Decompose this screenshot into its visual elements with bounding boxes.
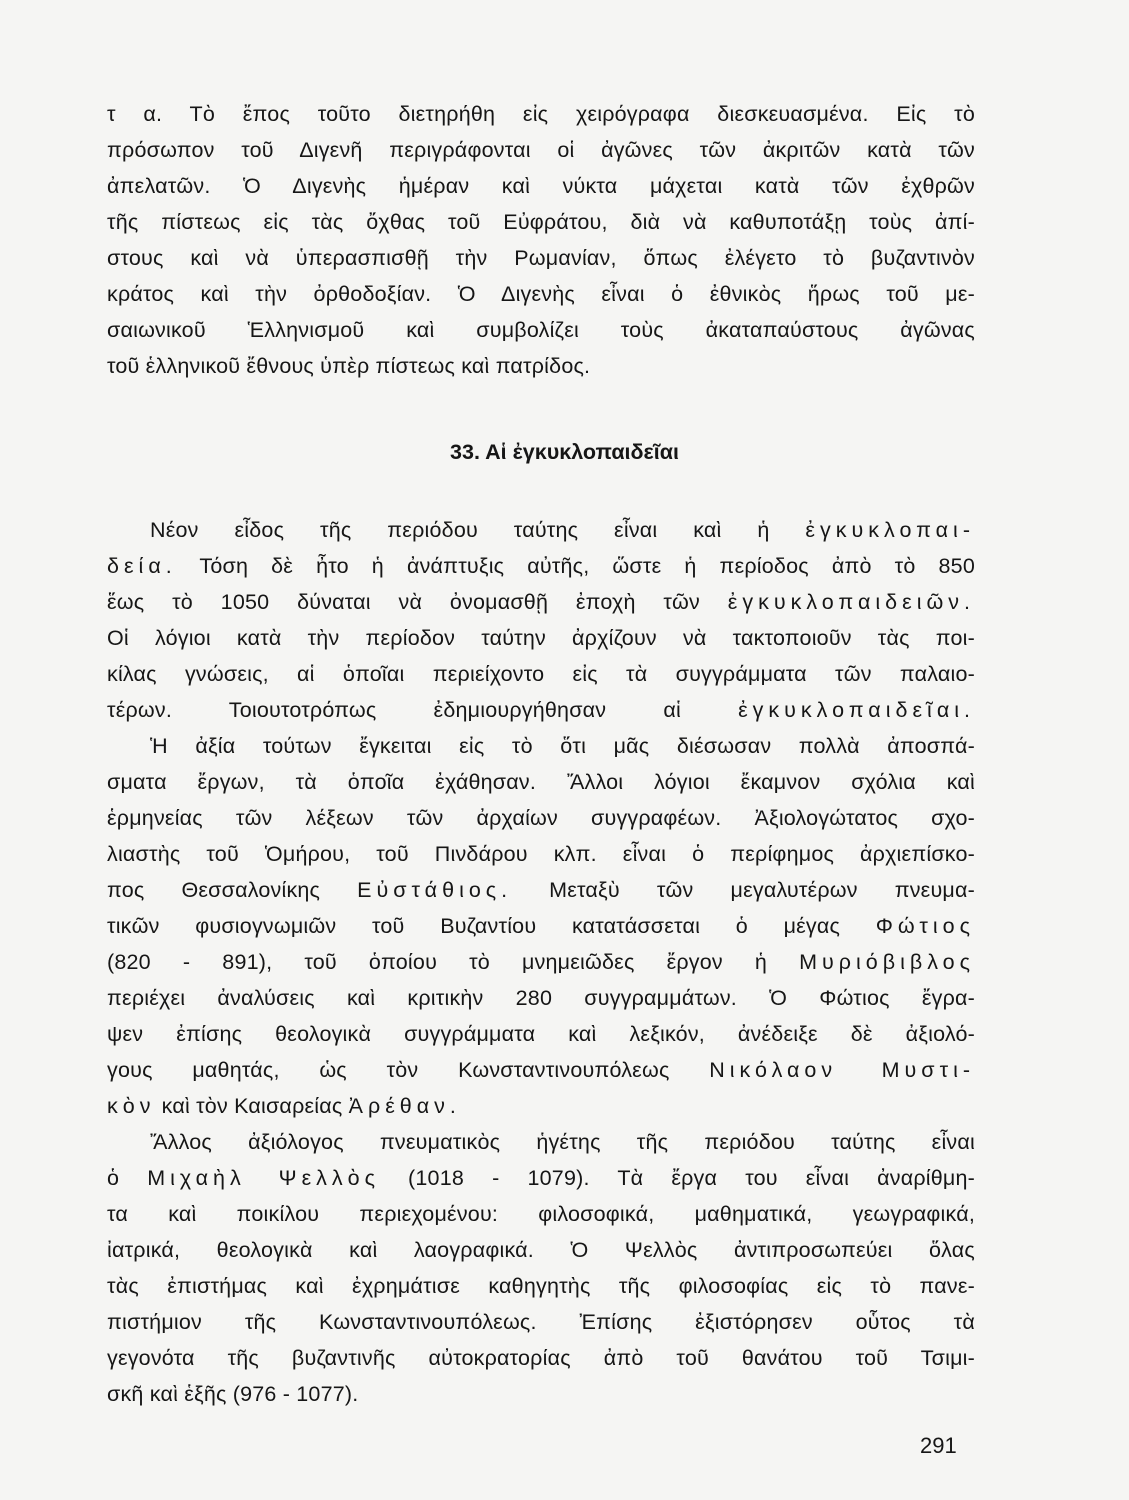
text-line: περιέχει ἀναλύσεις καὶ κριτικὴν 280 συγγραμμάτων. Ὁ Φώτιος ἔγρα-: [107, 986, 975, 1010]
text-line: κίλας γνώσεις, αἱ ὁποῖαι περιείχοντο εἰς τὰ συγγράμματα τῶν παλαιο-: [107, 662, 975, 686]
text-line: σκῆ καὶ ἑξῆς (976 - 1077).: [107, 1382, 359, 1406]
text-line: γους μαθητάς, ὡς τὸν Κωνσταντινουπόλεως Νικόλαον Μυστι-: [107, 1058, 976, 1082]
text-line: τα καὶ ποικίλου περιεχομένου: φιλοσοφικά, μαθηματικά, γεωγραφικά,: [107, 1202, 975, 1226]
text-line: Ἄλλος ἀξιόλογος πνευματικὸς ἡγέτης τῆς περιόδου ταύτης εἶναι: [150, 1130, 975, 1154]
text-line: δεία. Τόση δὲ ἦτο ἡ ἀνάπτυξις αὐτῆς, ὥστε ἡ περίοδος ἀπὸ τὸ 850: [107, 554, 975, 578]
text-line: ἀπελατῶν. Ὁ Διγενὴς ἡμέραν καὶ νύκτα μάχεται κατὰ τῶν ἐχθρῶν: [107, 174, 975, 198]
text-line: σαιωνικοῦ Ἑλληνισμοῦ καὶ συμβολίζει τοὺς ἀκαταπαύστους ἀγῶνας: [107, 318, 975, 342]
text-line: πιστήμιον τῆς Κωνσταντινουπόλεως. Ἐπίσης ἐξιστόρησεν οὗτος τὰ: [107, 1310, 975, 1334]
section-heading: 33. Αἱ ἐγκυκλοπαιδεῖαι: [450, 440, 679, 464]
text-line: γεγονότα τῆς βυζαντινῆς αὐτοκρατορίας ἀπὸ τοῦ θανάτου τοῦ Τσιμι-: [107, 1346, 975, 1370]
text-line: Ἡ ἀξία τούτων ἔγκειται εἰς τὸ ὅτι μᾶς διέσωσαν πολλὰ ἀποσπά-: [150, 734, 975, 758]
text-line: στους καὶ νὰ ὑπερασπισθῇ τὴν Ρωμανίαν, ὅπως ἐλέγετο τὸ βυζαντινὸν: [107, 246, 975, 270]
text-line: πος Θεσσαλονίκης Εὐστάθιος. Μεταξὺ τῶν μεγαλυτέρων πνευμα-: [107, 878, 975, 902]
text-line: κράτος καὶ τὴν ὀρθοδοξίαν. Ὁ Διγενὴς εἶναι ὁ ἐθνικὸς ἥρως τοῦ με-: [107, 282, 975, 306]
text-line: τικῶν φυσιογνωμιῶν τοῦ Βυζαντίου κατατάσσεται ὁ μέγας Φώτιος: [107, 914, 975, 938]
text-line: ἰατρικά, θεολογικὰ καὶ λαογραφικά. Ὁ Ψελλὸς ἀντιπροσωπεύει ὅλας: [107, 1238, 975, 1262]
text-line: ψεν ἐπίσης θεολογικὰ συγγράμματα καὶ λεξικόν, ἀνέδειξε δὲ ἀξιολό-: [107, 1022, 975, 1046]
text-line: τῆς πίστεως εἰς τὰς ὄχθας τοῦ Εὐφράτου, διὰ νὰ καθυποτάξῃ τοὺς ἀπί-: [107, 210, 975, 234]
text-line: τέρων. Τοιουτοτρόπως ἐδημιουργήθησαν αἱ ἐγκυκλοπαιδεῖαι.: [107, 698, 975, 722]
text-line: ἑρμηνείας τῶν λέξεων τῶν ἀρχαίων συγγραφέων. Ἀξιολογώτατος σχο-: [107, 806, 975, 830]
text-line: σματα ἔργων, τὰ ὁποῖα ἐχάθησαν. Ἄλλοι λόγιοι ἔκαμνον σχόλια καὶ: [107, 770, 975, 794]
text-line: ὁ Μιχαὴλ Ψελλὸς (1018 - 1079). Τὰ ἔργα του εἶναι ἀναρίθμη-: [107, 1166, 976, 1190]
text-line: πρόσωπον τοῦ Διγενῆ περιγράφονται οἱ ἀγῶνες τῶν ἀκριτῶν κατὰ τῶν: [107, 138, 975, 162]
text-line: τὰς ἐπιστήμας καὶ ἐχρημάτισε καθηγητὴς τῆς φιλοσοφίας εἰς τὸ πανε-: [107, 1274, 975, 1298]
text-line: Οἱ λόγιοι κατὰ τὴν περίοδον ταύτην ἀρχίζουν νὰ τακτοποιοῦν τὰς ποι-: [107, 626, 975, 650]
text-line: τοῦ ἑλληνικοῦ ἔθνους ὑπὲρ πίστεως καὶ πατρίδος.: [107, 354, 591, 378]
text-line: Νέον εἶδος τῆς περιόδου ταύτης εἶναι καὶ ἡ ἐγκυκλοπαι-: [150, 518, 975, 542]
text-line: (820 - 891), τοῦ ὁποίου τὸ μνημειῶδες ἔργον ἡ Μυριόβιβλος: [107, 950, 975, 974]
page-number: 291: [920, 1433, 957, 1458]
text-line: λιαστὴς τοῦ Ὁμήρου, τοῦ Πινδάρου κλπ. εἶναι ὁ περίφημος ἀρχιεπίσκο-: [107, 842, 975, 866]
text-line: κὸν καὶ τὸν Καισαρείας Ἀρέθαν.: [107, 1094, 461, 1118]
text-line: ἕως τὸ 1050 δύναται νὰ ὀνομασθῇ ἐποχὴ τῶν ἐγκυκλοπαιδειῶν.: [107, 590, 975, 614]
text-line: τ α. Τὸ ἔπος τοῦτο διετηρήθη εἰς χειρόγραφα διεσκευασμένα. Εἰς τὸ: [107, 102, 975, 126]
